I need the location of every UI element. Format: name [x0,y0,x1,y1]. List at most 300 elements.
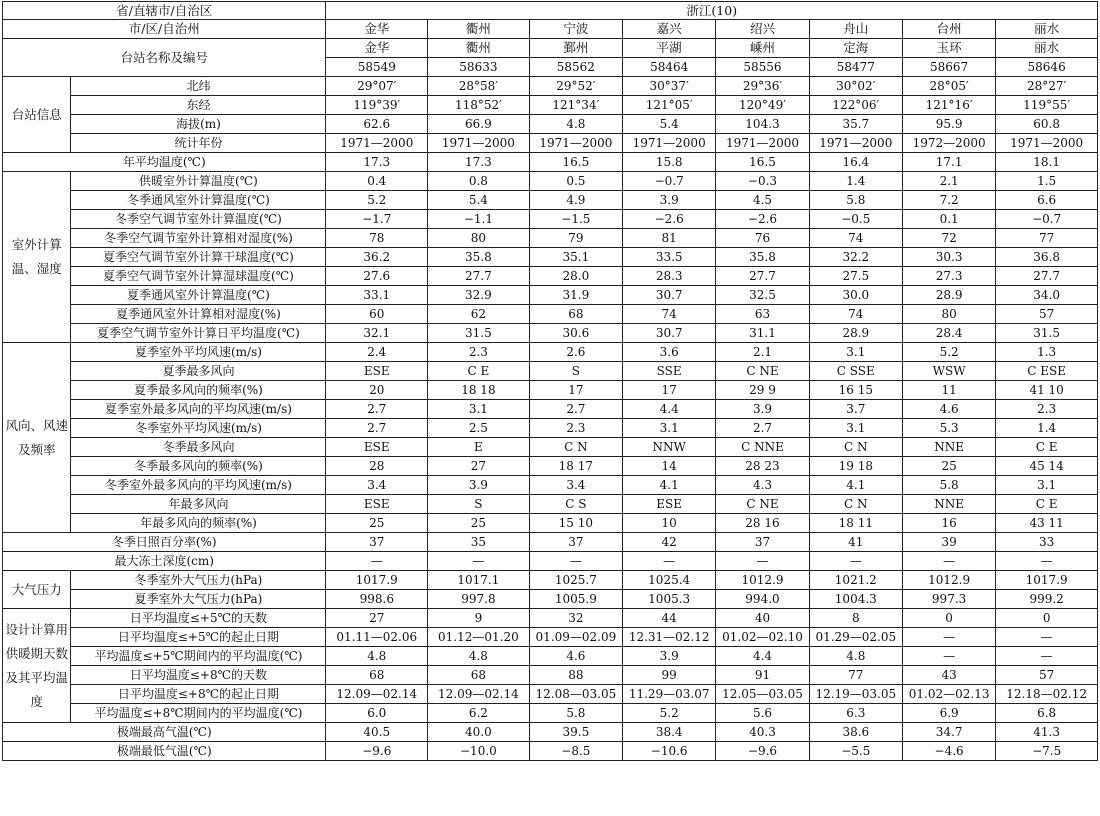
value-cell: 76 [716,229,809,248]
value-cell: 12.09—02.14 [326,685,428,704]
value-cell: 77 [809,666,902,685]
value-cell: C N [529,438,622,457]
value-cell: 35.1 [529,248,622,267]
value-cell: 37 [529,533,622,552]
value-cell: 2.1 [716,343,809,362]
city-name: 丽水 [996,20,1098,39]
value-cell: 8 [809,609,902,628]
value-cell: C E [428,362,530,381]
row-label: 夏季空气调节室外计算日平均温度(℃) [71,324,326,343]
value-cell: 2.3 [996,400,1098,419]
value-cell: 5.3 [902,419,995,438]
value-cell: 28 16 [716,514,809,533]
value-cell: 16 [902,514,995,533]
table-row [3,476,1098,495]
row-label: 东经 [71,96,326,115]
value-cell: 4.6 [902,400,995,419]
value-cell: 18 11 [809,514,902,533]
value-cell: 1971—2000 [996,134,1098,153]
value-cell: 43 [902,666,995,685]
value-cell: 2.7 [716,419,809,438]
value-cell: 57 [996,666,1098,685]
value-cell: WSW [902,362,995,381]
value-cell: 4.8 [428,647,530,666]
row-label: 日平均温度≤+8℃的起止日期 [71,685,326,704]
value-cell: 74 [809,305,902,324]
station-id: 58549 [326,58,428,77]
value-cell: C N [809,438,902,457]
station-name: 定海 [809,39,902,58]
value-cell: 27.6 [326,267,428,286]
value-cell: 68 [326,666,428,685]
value-cell: −9.6 [326,742,428,761]
value-cell: 39 [902,533,995,552]
value-cell: 997.3 [902,590,995,609]
value-cell: 29°52′ [529,77,622,96]
row-label: 冬季室外大气压力(hPa) [71,571,326,590]
table-row [3,495,1098,514]
value-cell: C NE [716,495,809,514]
value-cell: 1972—2000 [902,134,995,153]
value-cell: 18.1 [996,153,1098,172]
value-cell: 28.3 [623,267,716,286]
row-label: 统计年份 [71,134,326,153]
value-cell: 5.4 [428,191,530,210]
table-row [3,343,1098,362]
value-cell: 40.0 [428,723,530,742]
value-cell: −2.6 [623,210,716,229]
value-cell: 31.5 [428,324,530,343]
header-row-station [3,39,1098,58]
row-label: 年平均温度(℃) [3,153,326,172]
value-cell: 2.6 [529,343,622,362]
value-cell: 27.3 [902,267,995,286]
value-cell: 31.5 [996,324,1098,343]
value-cell: 17 [529,381,622,400]
value-cell: 118°52′ [428,96,530,115]
value-cell: 31.9 [529,286,622,305]
value-cell: 33 [996,533,1098,552]
value-cell: 3.7 [809,400,902,419]
table-row [3,514,1098,533]
value-cell: 3.1 [809,419,902,438]
value-cell: 34.0 [996,286,1098,305]
value-cell: S [529,362,622,381]
value-cell: 28.9 [809,324,902,343]
value-cell: 41 10 [996,381,1098,400]
row-label: 冬季通风室外计算温度(℃) [71,191,326,210]
value-cell: 28.9 [902,286,995,305]
value-cell: — [326,552,428,571]
city-label: 市/区/自治州 [3,20,326,39]
table-row [3,457,1098,476]
value-cell: 104.3 [716,115,809,134]
value-cell: 12.08—03.05 [529,685,622,704]
value-cell: NNE [902,495,995,514]
value-cell: SSE [623,362,716,381]
value-cell: C SSE [809,362,902,381]
value-cell: 80 [428,229,530,248]
station-name: 丽水 [996,39,1098,58]
value-cell: 5.8 [529,704,622,723]
value-cell: 60.8 [996,115,1098,134]
province-label: 省/直辖市/自治区 [3,2,326,20]
city-name: 金华 [326,20,428,39]
value-cell: 9 [428,609,530,628]
value-cell: 60 [326,305,428,324]
value-cell: 3.1 [809,343,902,362]
value-cell: −8.5 [529,742,622,761]
table-row [3,248,1098,267]
header-row-city [3,20,1098,39]
table-row [3,96,1098,115]
value-cell: 3.4 [326,476,428,495]
table-row [3,172,1098,191]
value-cell: 0.4 [326,172,428,191]
table-row [3,115,1098,134]
value-cell: 44 [623,609,716,628]
value-cell: ESE [326,495,428,514]
value-cell: 68 [428,666,530,685]
table-row [3,267,1098,286]
row-label: 极端最低气温(℃) [3,742,326,761]
value-cell: 120°49′ [716,96,809,115]
province-name: 浙江(10) [326,2,1098,20]
station-id: 58464 [623,58,716,77]
station-name: 衢州 [428,39,530,58]
value-cell: 12.09—02.14 [428,685,530,704]
value-cell: 17.3 [326,153,428,172]
value-cell: 4.6 [529,647,622,666]
value-cell: 16.4 [809,153,902,172]
value-cell: 122°06′ [809,96,902,115]
value-cell: 30.0 [809,286,902,305]
value-cell: — [529,552,622,571]
group-label-heating: 设计计算用供暖期天数及其平均温度 [3,609,71,723]
value-cell: 32.2 [809,248,902,267]
row-label: 夏季最多风向 [71,362,326,381]
value-cell: 1971—2000 [529,134,622,153]
table-row [3,153,1098,172]
value-cell: 5.6 [716,704,809,723]
value-cell: — [902,552,995,571]
value-cell: 72 [902,229,995,248]
value-cell: 99 [623,666,716,685]
city-name: 衢州 [428,20,530,39]
value-cell: 30.7 [623,286,716,305]
row-label: 北纬 [71,77,326,96]
table-row [3,381,1098,400]
value-cell: 119°55′ [996,96,1098,115]
table-row [3,723,1098,742]
value-cell: 33.1 [326,286,428,305]
value-cell: 33.5 [623,248,716,267]
value-cell: 39.5 [529,723,622,742]
table-row [3,533,1098,552]
header-row-province [3,2,1098,20]
value-cell: 1.4 [809,172,902,191]
value-cell: 40.5 [326,723,428,742]
value-cell: ESE [623,495,716,514]
value-cell: 3.4 [529,476,622,495]
value-cell: 74 [809,229,902,248]
value-cell: 1017.1 [428,571,530,590]
value-cell: 10 [623,514,716,533]
table-row [3,362,1098,381]
table-row [3,229,1098,248]
value-cell: 01.29—02.05 [809,628,902,647]
value-cell: 19 18 [809,457,902,476]
value-cell: 27 [428,457,530,476]
value-cell: 62 [428,305,530,324]
row-label: 夏季室外平均风速(m/s) [71,343,326,362]
value-cell: 78 [326,229,428,248]
value-cell: 1971—2000 [428,134,530,153]
table-row [3,571,1098,590]
value-cell: 28 [326,457,428,476]
value-cell: 28 23 [716,457,809,476]
value-cell: 30°02′ [809,77,902,96]
value-cell: 80 [902,305,995,324]
value-cell: 1021.2 [809,571,902,590]
value-cell: 01.11—02.06 [326,628,428,647]
value-cell: 95.9 [902,115,995,134]
value-cell: 121°34′ [529,96,622,115]
value-cell: — [996,552,1098,571]
value-cell: 2.1 [902,172,995,191]
station-name: 平湖 [623,39,716,58]
value-cell: 45 14 [996,457,1098,476]
table-row [3,704,1098,723]
station-name: 嵊州 [716,39,809,58]
station-label: 台站名称及编号 [3,39,326,77]
value-cell: 17 [623,381,716,400]
value-cell: 25 [902,457,995,476]
value-cell: 16.5 [716,153,809,172]
row-label: 冬季室外平均风速(m/s) [71,419,326,438]
value-cell: 3.9 [428,476,530,495]
value-cell: 5.4 [623,115,716,134]
value-cell: 12.31—02.12 [623,628,716,647]
table-row [3,552,1098,571]
value-cell: 998.6 [326,590,428,609]
value-cell: 7.2 [902,191,995,210]
value-cell: 4.8 [529,115,622,134]
value-cell: 1.5 [996,172,1098,191]
value-cell: 4.9 [529,191,622,210]
value-cell: 121°16′ [902,96,995,115]
value-cell: 91 [716,666,809,685]
value-cell: 2.5 [428,419,530,438]
row-label: 冬季最多风向的频率(%) [71,457,326,476]
value-cell: 2.3 [428,343,530,362]
row-label: 最大冻土深度(cm) [3,552,326,571]
value-cell: — [428,552,530,571]
value-cell: 32.9 [428,286,530,305]
value-cell: 12.18—02.12 [996,685,1098,704]
value-cell: 62.6 [326,115,428,134]
value-cell: 5.8 [809,191,902,210]
table-row [3,324,1098,343]
value-cell: 27.7 [996,267,1098,286]
table-row [3,628,1098,647]
value-cell: 01.12—01.20 [428,628,530,647]
row-label: 冬季最多风向 [71,438,326,457]
value-cell: 74 [623,305,716,324]
value-cell: C N [809,495,902,514]
value-cell: NNE [902,438,995,457]
value-cell: 3.9 [623,191,716,210]
row-label: 冬季日照百分率(%) [3,533,326,552]
value-cell: 3.1 [996,476,1098,495]
value-cell: 68 [529,305,622,324]
value-cell: 1012.9 [902,571,995,590]
table-row [3,400,1098,419]
value-cell: 28°27′ [996,77,1098,96]
value-cell: 32.5 [716,286,809,305]
value-cell: — [809,552,902,571]
row-label: 夏季通风室外计算相对湿度(%) [71,305,326,324]
value-cell: 34.7 [902,723,995,742]
value-cell: 43 11 [996,514,1098,533]
value-cell: 30.7 [623,324,716,343]
table-row [3,666,1098,685]
city-name: 台州 [902,20,995,39]
row-label: 夏季室外最多风向的平均风速(m/s) [71,400,326,419]
city-name: 舟山 [809,20,902,39]
value-cell: 1.3 [996,343,1098,362]
station-id: 58646 [996,58,1098,77]
value-cell: — [996,647,1098,666]
value-cell: 18 17 [529,457,622,476]
value-cell: 28.4 [902,324,995,343]
row-label: 年最多风向 [71,495,326,514]
city-name: 宁波 [529,20,622,39]
value-cell: C NE [716,362,809,381]
table-row [3,210,1098,229]
value-cell: 28.0 [529,267,622,286]
value-cell: −0.7 [996,210,1098,229]
value-cell: 6.6 [996,191,1098,210]
value-cell: 01.02—02.13 [902,685,995,704]
value-cell: 42 [623,533,716,552]
value-cell: — [623,552,716,571]
value-cell: 1971—2000 [623,134,716,153]
value-cell: 27 [326,609,428,628]
table-row [3,191,1098,210]
climate-parameter-table [2,1,1098,761]
value-cell: — [902,647,995,666]
value-cell: 38.4 [623,723,716,742]
station-id: 58667 [902,58,995,77]
table-row [3,419,1098,438]
value-cell: E [428,438,530,457]
station-name: 金华 [326,39,428,58]
value-cell: ESE [326,438,428,457]
value-cell: 5.2 [902,343,995,362]
group-label-outdoor: 室外计算温、湿度 [3,172,71,343]
value-cell: 3.9 [623,647,716,666]
value-cell: 41.3 [996,723,1098,742]
station-id: 58633 [428,58,530,77]
table-row [3,286,1098,305]
city-name: 嘉兴 [623,20,716,39]
value-cell: −0.5 [809,210,902,229]
row-label: 极端最高气温(℃) [3,723,326,742]
value-cell: 4.8 [326,647,428,666]
value-cell: 32 [529,609,622,628]
value-cell: 3.1 [428,400,530,419]
value-cell: 1004.3 [809,590,902,609]
value-cell: 40 [716,609,809,628]
row-label: 平均温度≤+5℃期间内的平均温度(℃) [71,647,326,666]
value-cell: 17.1 [902,153,995,172]
table-row [3,438,1098,457]
value-cell: 4.8 [809,647,902,666]
value-cell: 0 [902,609,995,628]
value-cell: 0.1 [902,210,995,229]
city-name: 绍兴 [716,20,809,39]
value-cell: 2.3 [529,419,622,438]
value-cell: 25 [428,514,530,533]
value-cell: C E [996,495,1098,514]
value-cell: 6.3 [809,704,902,723]
row-label: 夏季空气调节室外计算湿球温度(℃) [71,267,326,286]
row-label: 年最多风向的频率(%) [71,514,326,533]
value-cell: 4.1 [623,476,716,495]
value-cell: 37 [716,533,809,552]
row-label: 夏季最多风向的频率(%) [71,381,326,400]
value-cell: −9.6 [716,742,809,761]
station-id: 58556 [716,58,809,77]
value-cell: 11 [902,381,995,400]
value-cell: — [996,628,1098,647]
value-cell: 30.6 [529,324,622,343]
value-cell: 0.5 [529,172,622,191]
value-cell: −10.6 [623,742,716,761]
value-cell: −5.5 [809,742,902,761]
value-cell: 119°39′ [326,96,428,115]
value-cell: 81 [623,229,716,248]
value-cell: 88 [529,666,622,685]
value-cell: −4.6 [902,742,995,761]
value-cell: 1017.9 [996,571,1098,590]
value-cell: −1.5 [529,210,622,229]
row-label: 夏季通风室外计算温度(℃) [71,286,326,305]
value-cell: 12.19—03.05 [809,685,902,704]
table-row [3,647,1098,666]
value-cell: −0.3 [716,172,809,191]
value-cell: 11.29—03.07 [623,685,716,704]
value-cell: 4.5 [716,191,809,210]
value-cell: 16.5 [529,153,622,172]
value-cell: C E [996,438,1098,457]
value-cell: 36.8 [996,248,1098,267]
row-label: 日平均温度≤+5℃的起止日期 [71,628,326,647]
value-cell: 01.02—02.10 [716,628,809,647]
value-cell: 1005.9 [529,590,622,609]
table-row [3,609,1098,628]
value-cell: 29°36′ [716,77,809,96]
value-cell: 2.7 [529,400,622,419]
value-cell: 994.0 [716,590,809,609]
value-cell: 28°58′ [428,77,530,96]
value-cell: 6.8 [996,704,1098,723]
value-cell: — [902,628,995,647]
value-cell: 35.8 [716,248,809,267]
value-cell: 14 [623,457,716,476]
table-row [3,742,1098,761]
